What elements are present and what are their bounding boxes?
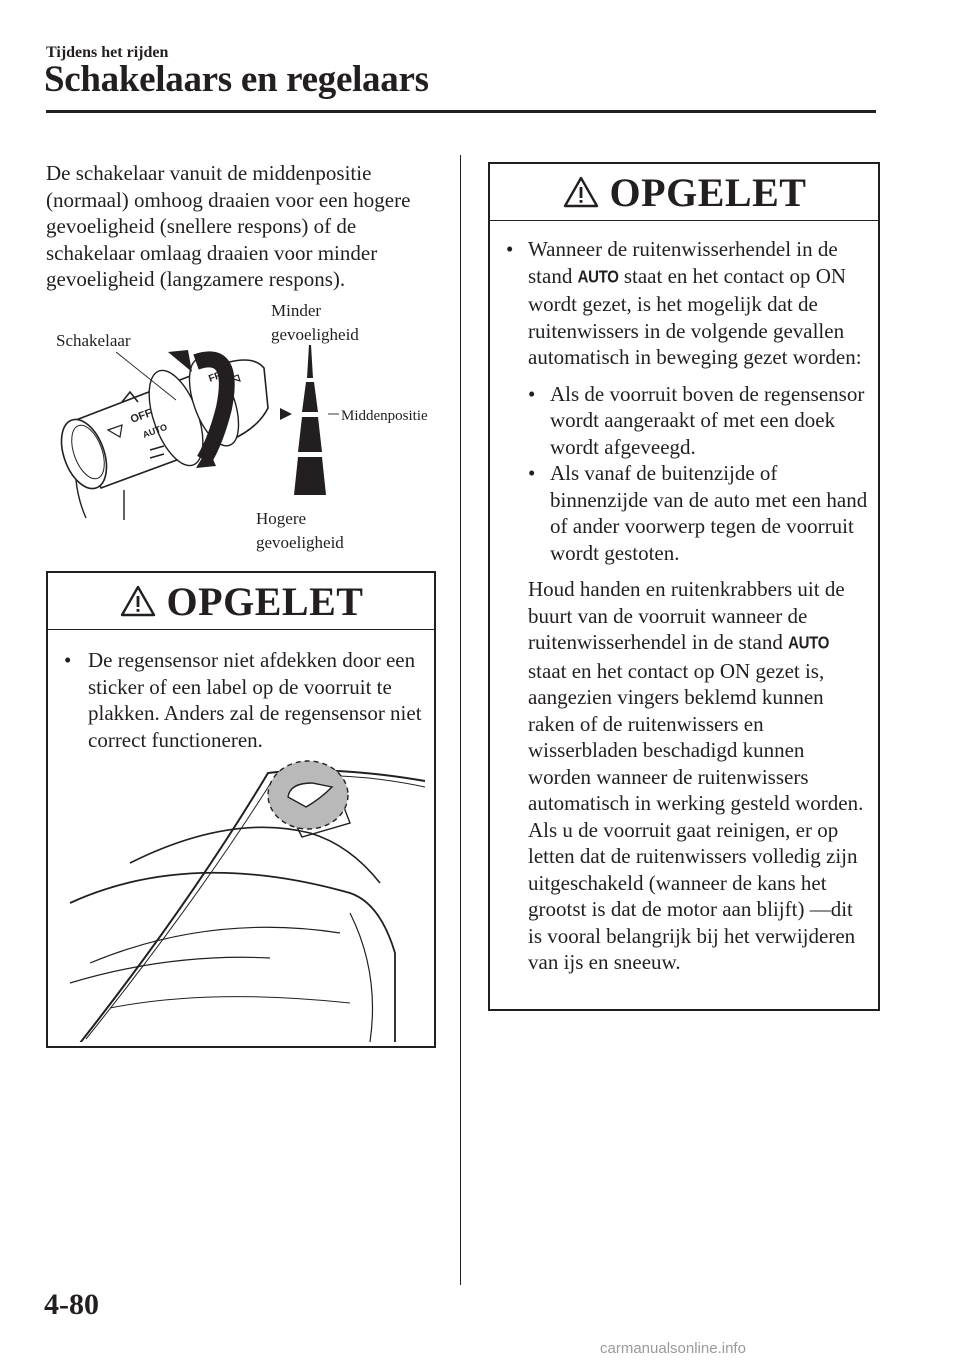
label-middle-position: Middenpositie xyxy=(341,408,428,424)
caution-paragraph xyxy=(528,576,870,817)
section-label: Tijdens het rijden xyxy=(46,44,169,61)
caution-box-rain-sensor xyxy=(46,571,436,1048)
warning-triangle-icon xyxy=(119,584,157,618)
para-text-part1: Houd handen en ruitenkrabbers uit de buurt van de voorruit wanneer de ruitenwisserhendel in de stand xyxy=(528,577,845,654)
caution-sub-bullet xyxy=(528,460,870,566)
label-more-sensitivity-line1: Hogere xyxy=(256,509,307,528)
knob-auto-label: AUTO xyxy=(141,421,169,440)
wiper-switch-diagram xyxy=(46,290,446,560)
caution-header xyxy=(48,573,434,630)
caution-heading: OPGELET xyxy=(609,169,807,215)
caution-content xyxy=(506,236,870,976)
label-less-sensitivity-line2: gevoeligheid xyxy=(271,325,359,344)
knob-off-label: OFF xyxy=(128,407,154,426)
bullet-dot: • xyxy=(506,237,514,261)
caution-paragraph: Als u de voorruit gaat reinigen, er op letten dat de ruitenwissers volledig zijn uitgeschakeld (wanneer de kans het grootst is dat de motor aan blijft) —dit is vooral belangrijk bij het verwijderen van ijs en sneeuw. xyxy=(528,817,858,974)
caution-bullet xyxy=(506,236,870,371)
sub-bullet-text: Als de voorruit boven de regensensor wordt aangeraakt of met een doek wordt afgeveegd. xyxy=(550,381,865,459)
caution-header xyxy=(490,164,878,221)
caution-sub-bullet xyxy=(528,381,870,461)
label-more-sensitivity-line2: gevoeligheid xyxy=(256,533,344,552)
caution-bullet-text xyxy=(528,236,870,371)
bullet-text-part2: staat en het contact op ON wordt gezet, is het mogelijk dat de ruitenwissers in de volgende gevallen automatisch in beweging gezet worden: xyxy=(528,263,862,369)
label-switch: Schakelaar xyxy=(56,331,131,350)
column-divider xyxy=(460,155,461,1285)
label-less-sensitivity-line1: Minder xyxy=(271,301,322,320)
knob-off-partial-label: FF xyxy=(207,370,223,385)
auto-symbol: AUTO xyxy=(788,633,830,654)
bullet-dot: • xyxy=(528,461,536,485)
sub-bullet-text: Als vanaf de buitenzijde of binnenzijde van de auto met een hand of ander voorwerp tegen de voorruit wordt gestoten. xyxy=(550,461,868,565)
warning-triangle-icon xyxy=(562,175,600,209)
watermark: carmanualsonline.info xyxy=(600,1340,746,1357)
caution-bullet xyxy=(64,647,426,753)
para-text-part2: staat en het contact op ON gezet is, aangezien vingers beklemd kunnen raken of de ruitenwissers en wisserbladen beschadigd kunnen worden wanneer de ruitenwissers automatisch in werking gesteld worden. xyxy=(528,658,864,815)
bullet-dot: • xyxy=(64,648,72,672)
page-title: Schakelaars en regelaars xyxy=(44,59,429,100)
bullet-dot: • xyxy=(528,381,536,406)
auto-symbol: AUTO xyxy=(577,267,619,287)
intro-paragraph: De schakelaar vanuit de middenpositie (normaal) omhoog draaien voor een hogere gevoeligheid (snellere respons) of de schakelaar omlaag draaien voor minder gevoeligheid (langzamere respons). xyxy=(46,161,411,292)
windshield-rain-sensor-illustration xyxy=(50,753,432,1042)
page-number: 4-80 xyxy=(44,1288,99,1321)
header-rule xyxy=(46,110,876,113)
caution-box-auto-wiper xyxy=(488,162,880,1011)
bullet-text-part1: Wanneer de ruitenwisserhendel in de stand xyxy=(528,237,838,288)
caution-bullet-text: De regensensor niet afdekken door een sticker of een label op de voorruit te plakken. Anders zal de regensensor niet correct functioneren. xyxy=(88,648,422,752)
caution-heading: OPGELET xyxy=(166,578,364,624)
